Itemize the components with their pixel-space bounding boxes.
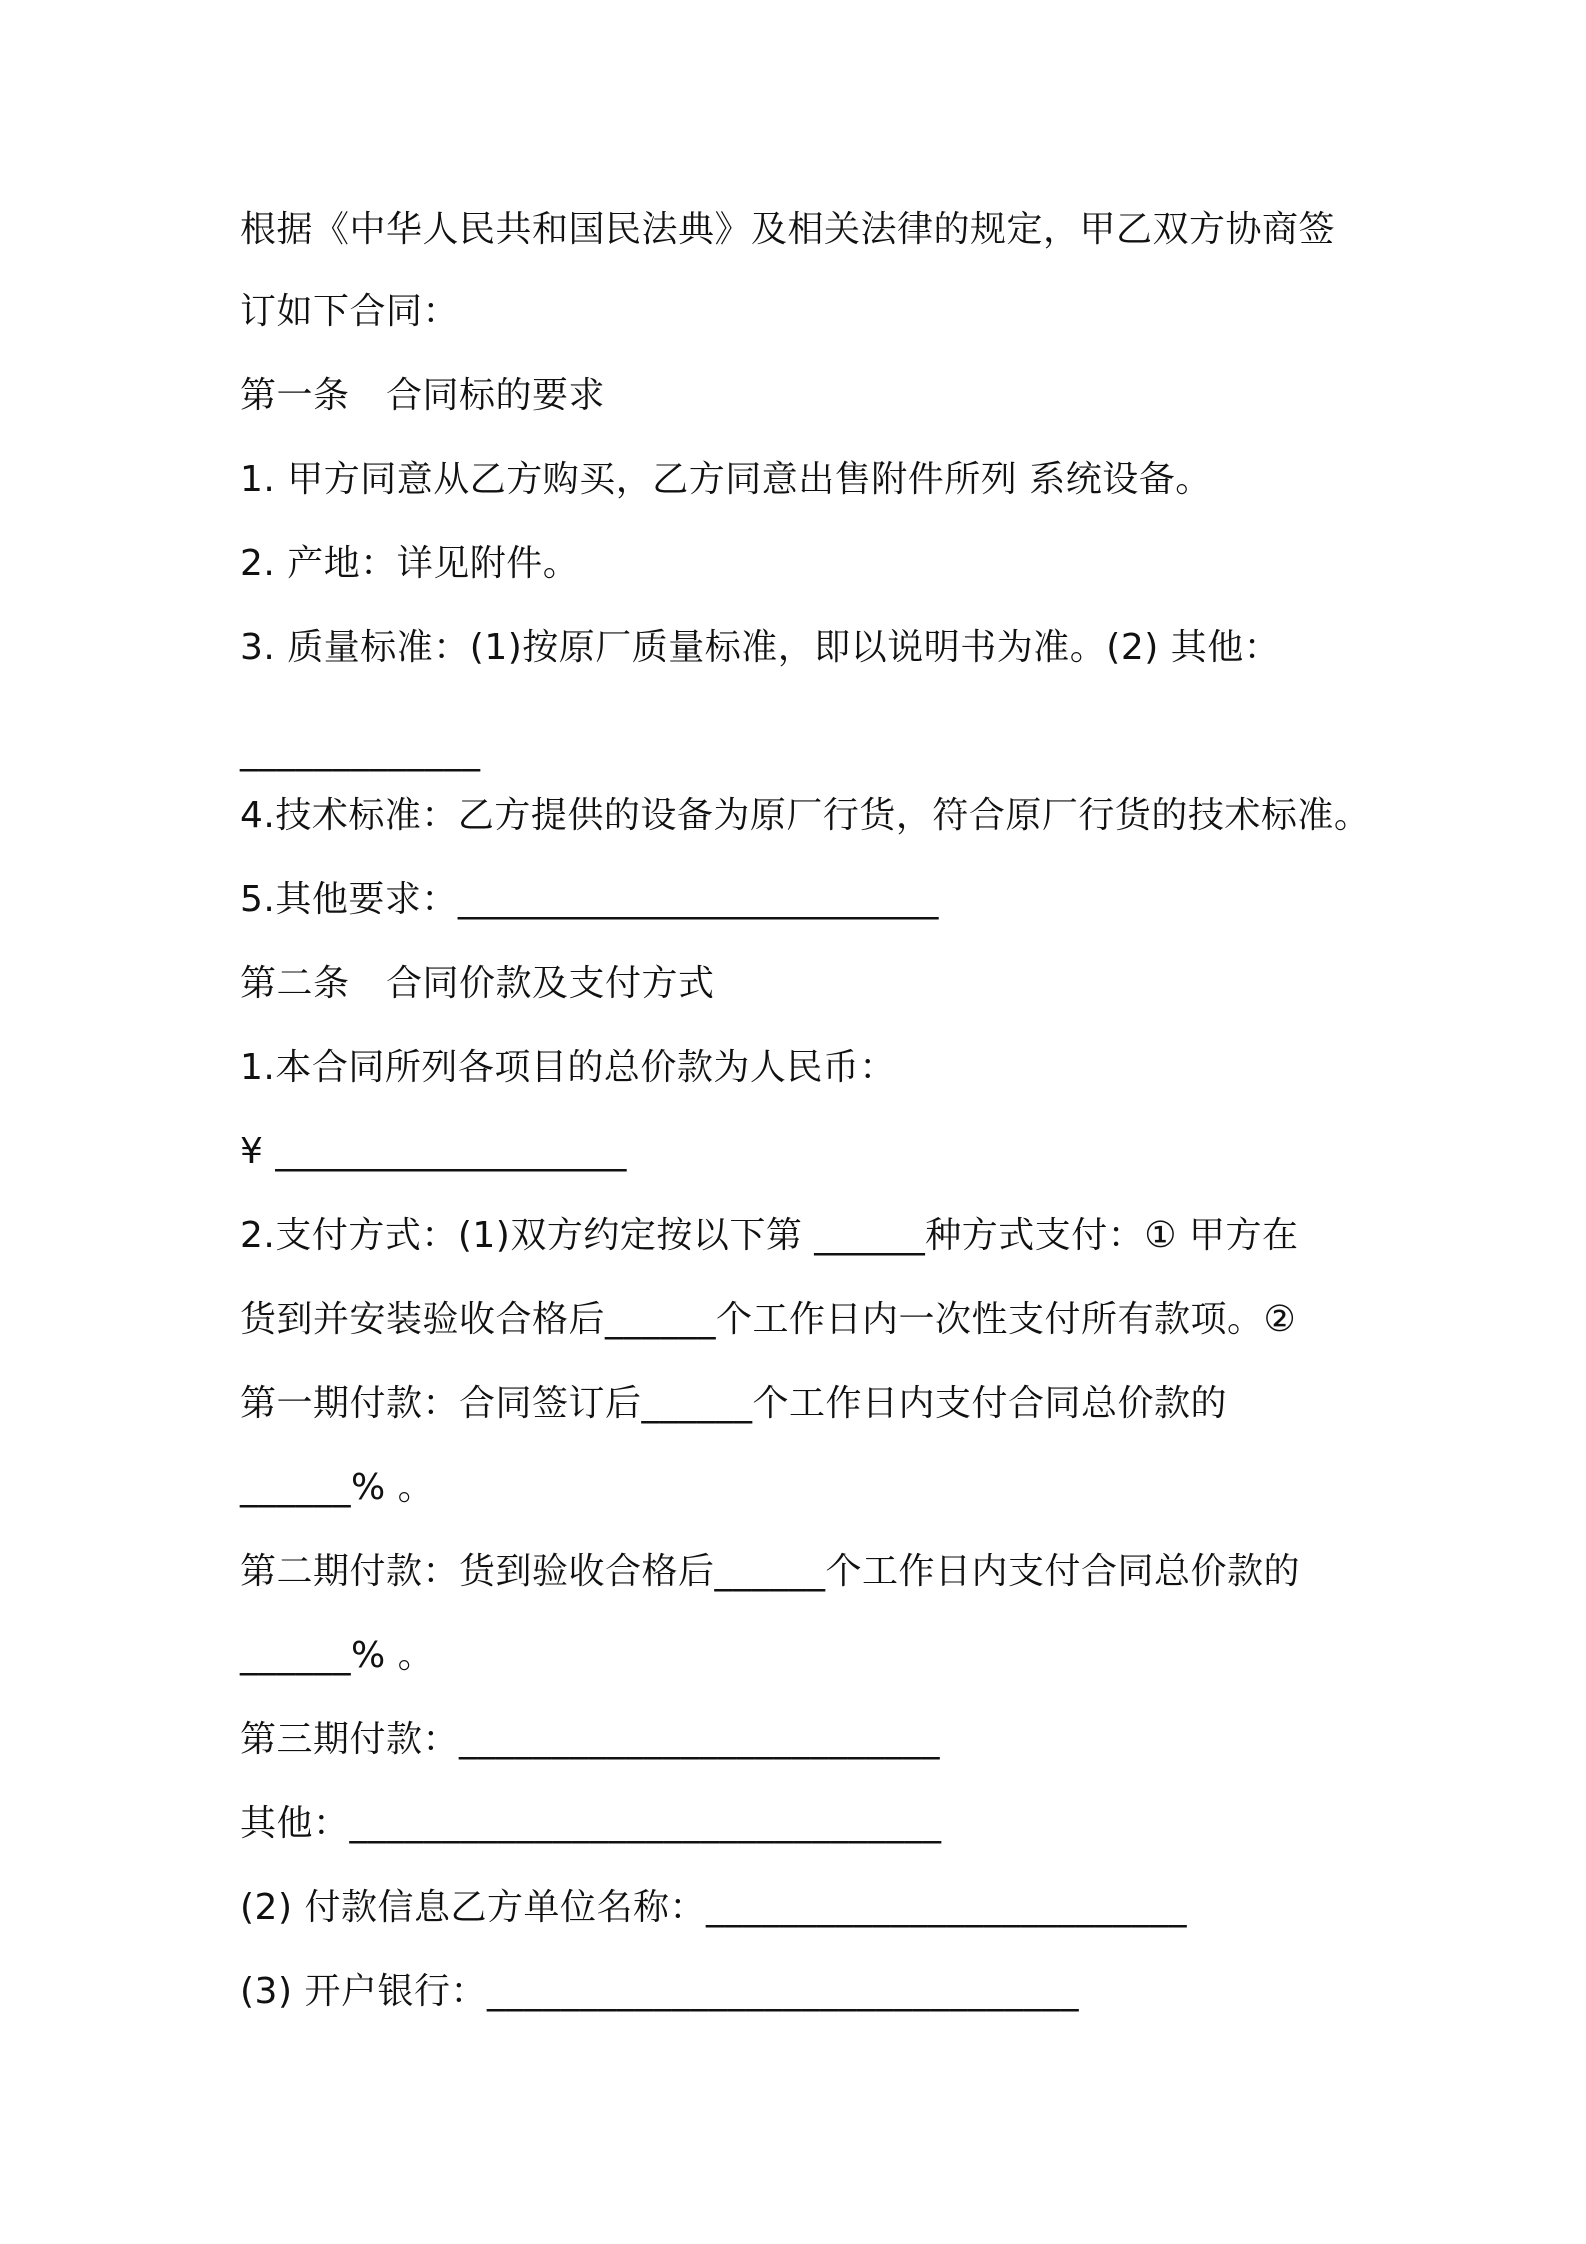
text-line: 3. 质量标准：(1)按原厂质量标准，即以说明书为准。(2) 其他：	[240, 627, 1281, 668]
text-line: 根据《中华人民共和国民法典》及相关法律的规定，甲乙双方协商签	[240, 209, 1336, 250]
article-heading: 第一条 合同标的要求	[240, 375, 606, 416]
text-line: 其他：________________________________	[240, 1803, 942, 1844]
text-line: 1. 甲方同意从乙方购买，乙方同意出售附件所列 系统设备。	[240, 459, 1212, 500]
text-line: 2. 产地：详见附件。	[240, 543, 580, 584]
text-line: ¥ ___________________	[240, 1131, 627, 1172]
blank-line: _____________	[240, 731, 481, 772]
text-line: ______% 。	[240, 1467, 435, 1508]
text-line: 5.其他要求：__________________________	[240, 879, 939, 920]
text-line: 订如下合同：	[240, 291, 460, 332]
text-line: 2.支付方式：(1)双方约定按以下第 ______种方式支付：① 甲方在	[240, 1215, 1299, 1256]
text-line: (2) 付款信息乙方单位名称：__________________________	[240, 1887, 1187, 1928]
text-line: 第二期付款：货到验收合格后______个工作日内支付合同总价款的	[240, 1551, 1301, 1592]
text-line: 第三期付款：__________________________	[240, 1719, 941, 1760]
text-line: 4.技术标准：乙方提供的设备为原厂行货，符合原厂行货的技术标准。	[240, 795, 1371, 836]
text-line: (3) 开户银行：________________________________	[240, 1971, 1079, 2012]
text-line: ______% 。	[240, 1635, 435, 1676]
text-line: 第一期付款：合同签订后______个工作日内支付合同总价款的	[240, 1383, 1228, 1424]
text-line: 1.本合同所列各项目的总价款为人民币：	[240, 1047, 896, 1088]
text-line: 货到并安装验收合格后______个工作日内一次性支付所有款项。②	[240, 1299, 1297, 1340]
article-heading: 第二条 合同价款及支付方式	[240, 963, 715, 1004]
